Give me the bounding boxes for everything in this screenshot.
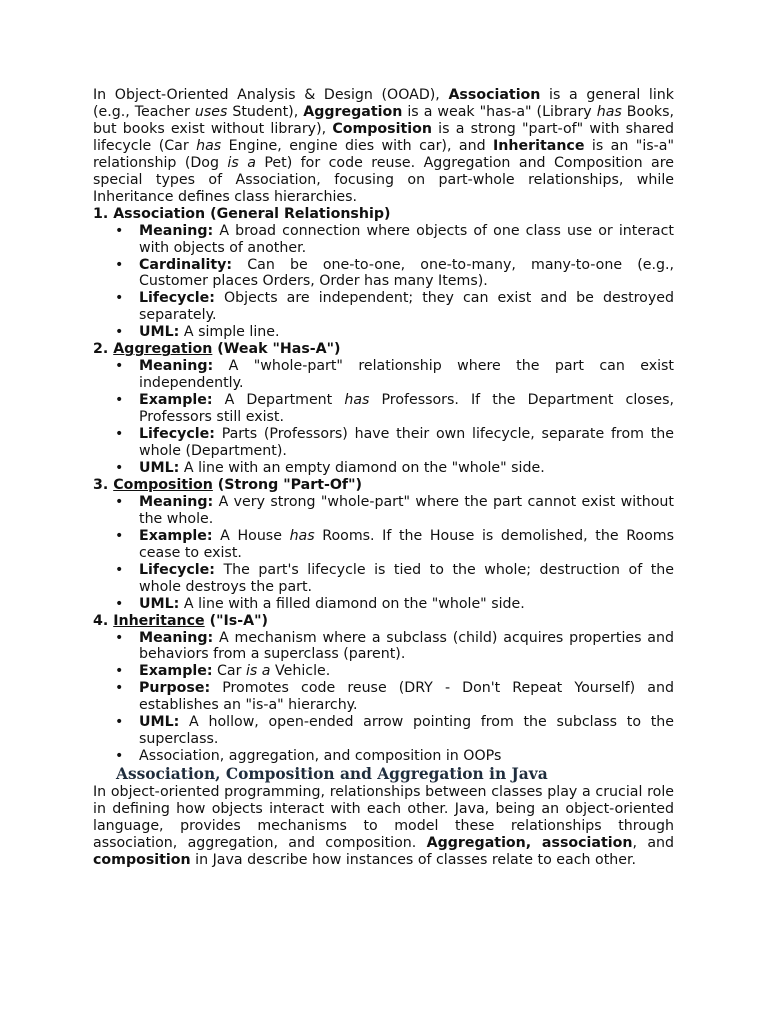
section-number: 2.: [93, 341, 114, 358]
intro-text: Pet) for code reuse. Aggregation and Composition are special types of Association, focusing on part-whole relationships, while Inheritance defines class hierarchies.: [93, 154, 674, 205]
section-heading-inheritance: [93, 613, 674, 630]
list-item: [139, 562, 674, 596]
bullet-label: UML:: [139, 714, 180, 731]
bullet-label: Meaning:: [139, 222, 214, 239]
document-body: [93, 87, 674, 869]
bullet-text: Promotes code reuse (DRY - Don't Repeat Yourself) and establishes an "is-a" hierarchy.: [139, 680, 674, 714]
section-number: 1.: [93, 205, 114, 222]
bullet-italic: has: [289, 527, 315, 544]
list-item: [139, 596, 674, 613]
java-section-heading: Association, Composition and Aggregation in Java: [116, 765, 548, 784]
bullet-label: Meaning:: [139, 493, 214, 510]
bullet-text: A Department: [212, 392, 345, 409]
intro-term-composition: Composition: [332, 120, 432, 137]
intro-term-aggregation: Aggregation: [303, 103, 403, 120]
bullet-label: Example:: [139, 527, 213, 544]
list-item: [139, 494, 674, 528]
list-item: [139, 223, 674, 257]
bullet-text: A broad connection where objects of one class use or interact with objects of another.: [139, 222, 674, 256]
bullet-text: A "whole-part" relationship where the part can exist independently.: [139, 358, 674, 392]
bullet-text: Association, aggregation, and composition in OOPs: [139, 748, 502, 765]
bullet-label: Example:: [139, 392, 213, 409]
inheritance-bullet-list: [93, 630, 674, 766]
bullet-label: Meaning:: [139, 358, 214, 375]
java-text: in Java describe how instances of classes relate to each other.: [190, 851, 637, 868]
bullet-text: Professors. If the Department closes, Professors still exist.: [139, 392, 674, 426]
section-title-link[interactable]: Inheritance: [113, 612, 205, 629]
list-item: [139, 290, 674, 324]
bullet-label: UML:: [139, 459, 180, 476]
intro-text: is a weak "has-a" (Library: [402, 103, 597, 120]
bullet-label: Purpose:: [139, 680, 211, 697]
bullet-label: Lifecycle:: [139, 290, 215, 307]
java-paragraph: [93, 784, 674, 869]
list-item: [139, 426, 674, 460]
list-item: [139, 663, 674, 680]
intro-text: is a strong "part-of" with shared lifecycle (Car: [93, 120, 674, 154]
intro-term-inheritance: Inheritance: [493, 137, 585, 154]
list-item: [139, 528, 674, 562]
bullet-text: A line with an empty diamond on the "whole" side.: [179, 459, 545, 476]
intro-italic: is a: [227, 154, 256, 171]
bullet-label: Cardinality:: [139, 256, 233, 273]
java-text: , and: [632, 834, 675, 851]
bullet-label: UML:: [139, 595, 180, 612]
intro-italic: uses: [194, 103, 228, 120]
list-item: [139, 257, 674, 291]
bullet-italic: is a: [245, 663, 271, 680]
bullet-text: A hollow, open-ended arrow pointing from the subclass to the superclass.: [139, 714, 674, 748]
intro-text: Student),: [227, 103, 304, 120]
section-heading-composition: [93, 477, 674, 494]
section-title: Association (General Relationship): [113, 205, 391, 222]
bullet-text: Can be one-to-one, one-to-many, many-to-one (e.g., Customer places Orders, Order has many Items).: [139, 256, 674, 290]
bullet-text: A House: [212, 527, 290, 544]
section-title-link[interactable]: Composition: [113, 476, 213, 493]
bullet-text: Parts (Professors) have their own lifecycle, separate from the whole (Department).: [139, 426, 674, 460]
intro-text: is a general link (e.g., Teacher: [93, 87, 674, 120]
composition-bullet-list: [93, 494, 674, 613]
list-item: [139, 460, 674, 477]
list-item: [139, 680, 674, 714]
bullet-label: Lifecycle:: [139, 426, 215, 443]
aggregation-bullet-list: [93, 358, 674, 477]
list-item: [139, 392, 674, 426]
bullet-text: A very strong "whole-part" where the part cannot exist without the whole.: [139, 493, 674, 527]
bullet-text: A mechanism where a subclass (child) acquires properties and behaviors from a superclass (parent).: [139, 629, 674, 663]
bullet-text: Rooms. If the House is demolished, the Rooms cease to exist.: [139, 527, 674, 561]
section-heading-association: [93, 206, 674, 223]
bullet-text: A simple line.: [179, 324, 280, 341]
section-title: (Strong "Part-Of"): [212, 476, 362, 493]
list-item: [139, 714, 674, 748]
section-number: 3.: [93, 476, 114, 493]
section-heading-aggregation: [93, 341, 674, 358]
intro-paragraph: [93, 87, 674, 206]
intro-italic: has: [596, 103, 622, 120]
bullet-label: Example:: [139, 663, 213, 680]
section-title: ("Is-A"): [204, 612, 268, 629]
intro-text: is an "is-a" relationship (Dog: [93, 137, 674, 171]
bullet-text: A line with a filled diamond on the "whole" side.: [179, 595, 525, 612]
java-bold-term: composition: [93, 851, 191, 868]
section-title-link[interactable]: Aggregation: [113, 341, 213, 358]
list-item: [139, 748, 674, 765]
intro-text: In Object-Oriented Analysis & Design (OOAD),: [93, 87, 449, 103]
list-item: [139, 630, 674, 664]
java-bold-terms: Aggregation, association: [426, 834, 633, 851]
bullet-label: Lifecycle:: [139, 561, 215, 578]
list-item: [139, 324, 674, 341]
intro-term-association: Association: [448, 87, 541, 103]
intro-text: Books, but books exist without library),: [93, 103, 674, 137]
bullet-label: Meaning:: [139, 629, 214, 646]
java-text: In object-oriented programming, relationships between classes play a crucial role in defining how objects interact with each other. Java, being an object-oriented language, provides mechanisms to model these relationships through association, aggregation, and composition.: [93, 784, 674, 851]
intro-italic: has: [196, 137, 222, 154]
bullet-text: Objects are independent; they can exist and be destroyed separately.: [139, 290, 674, 324]
association-bullet-list: [93, 223, 674, 342]
bullet-text: Car: [212, 663, 246, 680]
bullet-text: The part's lifecycle is tied to the whole; destruction of the whole destroys the part.: [139, 561, 674, 595]
intro-text: Engine, engine dies with car), and: [221, 137, 494, 154]
bullet-label: UML:: [139, 324, 180, 341]
list-item: [139, 358, 674, 392]
section-title: (Weak "Has-A"): [212, 341, 341, 358]
section-number: 4.: [93, 612, 114, 629]
bullet-text: Vehicle.: [270, 663, 331, 680]
bullet-italic: has: [344, 392, 370, 409]
